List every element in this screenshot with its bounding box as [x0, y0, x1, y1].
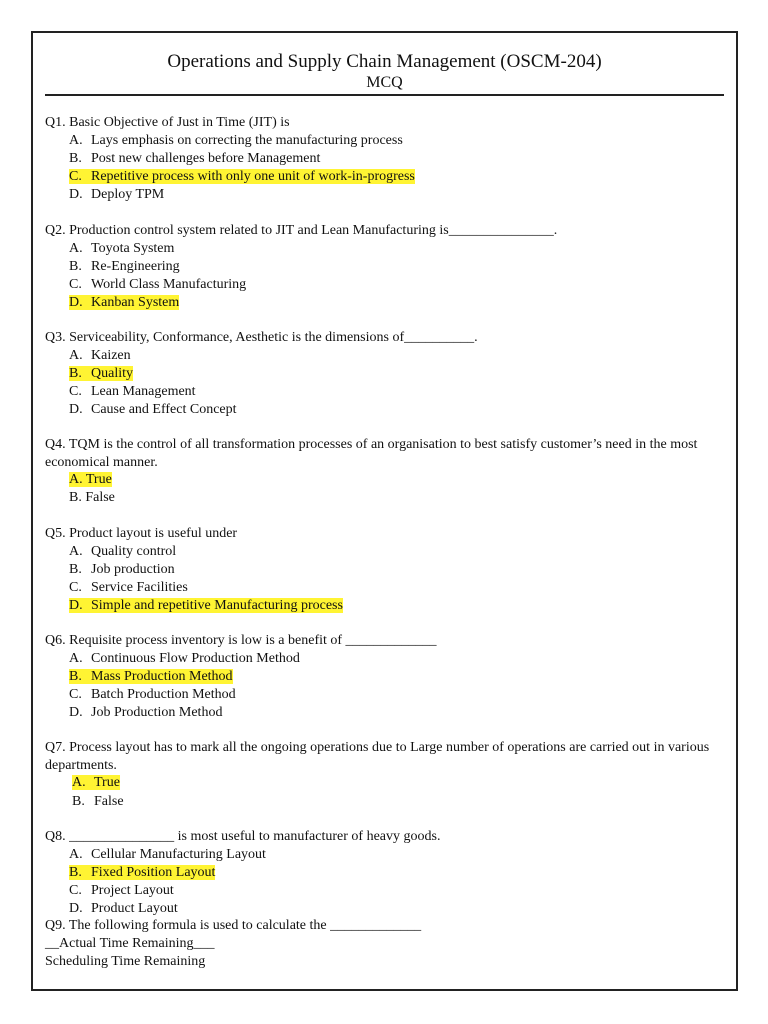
q3-option-d: [69, 401, 237, 419]
option-letter: A.: [69, 651, 83, 666]
question-7: Q7. Process layout has to mark all the ongoing operations due to Large number of operations are carried out in various departments.: [45, 740, 710, 773]
option-letter: A.: [69, 544, 83, 559]
option-letter: D.: [69, 187, 83, 202]
q6-option-b: [69, 668, 233, 686]
option-letter: A.: [69, 348, 83, 363]
option-letter: C.: [69, 277, 82, 292]
option-letter: A.: [69, 133, 83, 148]
option-text: Kanban System: [91, 295, 180, 310]
q6-option-c: [69, 686, 236, 704]
document-page: [31, 31, 738, 991]
option-letter: C.: [69, 883, 82, 898]
option-text: Batch Production Method: [91, 687, 236, 702]
option-text: Repetitive process with only one unit of work-in-progress: [91, 169, 415, 184]
option-letter: B.: [69, 865, 82, 880]
option-text: Fixed Position Layout: [91, 865, 216, 880]
option-letter: C.: [69, 687, 82, 702]
option-text: Job production: [91, 562, 175, 577]
formula-denominator: Scheduling Time Remaining: [45, 954, 206, 969]
q6-option-d: [69, 704, 222, 722]
option-letter: A.: [69, 472, 83, 487]
title-rule: [45, 94, 724, 96]
option-text: Service Facilities: [91, 580, 188, 595]
option-text: Lean Management: [91, 384, 196, 399]
q1-option-d: [69, 186, 164, 204]
q7-option-a: [72, 774, 120, 792]
option-text: Deploy TPM: [91, 187, 165, 202]
option-letter: C.: [69, 384, 82, 399]
q2-option-b: [69, 258, 180, 276]
q7-option-b: [72, 793, 124, 811]
q8-option-c: [69, 882, 174, 900]
document-title: Operations and Supply Chain Management (OSCM-204): [167, 51, 602, 72]
highlighted-answer: [69, 598, 343, 613]
q2-option-a: [69, 240, 174, 258]
q8-option-d: [69, 900, 178, 918]
question-4: Q4. TQM is the control of all transformation processes of an organisation to best satisfy customer’s need in the most economical manner.: [45, 437, 698, 470]
q2-option-d: [69, 294, 179, 312]
q5-option-d: [69, 597, 343, 615]
question-8: Q8. _______________ is most useful to manufacturer of heavy goods.: [45, 829, 441, 844]
question-6: Q6. Requisite process inventory is low is a benefit of _____________: [45, 633, 437, 648]
option-text: Project Layout: [91, 883, 174, 898]
question-3: Q3. Serviceability, Conformance, Aesthetic is the dimensions of__________.: [45, 330, 478, 345]
option-text: False: [85, 490, 115, 505]
q6-option-a: [69, 650, 300, 668]
question-1: Q1. Basic Objective of Just in Time (JIT) is: [45, 115, 290, 130]
q5-option-a: [69, 543, 176, 561]
option-letter: C.: [69, 580, 82, 595]
q1-option-b: [69, 150, 320, 168]
option-text: Post new challenges before Management: [91, 151, 321, 166]
option-letter: A.: [69, 241, 83, 256]
highlighted-answer: [69, 295, 179, 310]
q3-option-a: [69, 347, 131, 365]
option-text: Cellular Manufacturing Layout: [91, 847, 266, 862]
option-text: Toyota System: [91, 241, 175, 256]
option-text: Simple and repetitive Manufacturing process: [91, 598, 343, 613]
option-text: True: [85, 472, 112, 487]
option-text: Job Production Method: [91, 705, 223, 720]
option-letter: B.: [72, 794, 85, 809]
option-text: Kaizen: [91, 348, 131, 363]
option-letter: D.: [69, 901, 83, 916]
option-text: Re-Engineering: [91, 259, 180, 274]
option-text: Cause and Effect Concept: [91, 402, 237, 417]
option-letter: B.: [69, 669, 82, 684]
q1-option-c: [69, 168, 415, 186]
option-text: Continuous Flow Production Method: [91, 651, 300, 666]
option-text: Lays emphasis on correcting the manufacturing process: [91, 133, 403, 148]
option-text: Quality control: [91, 544, 177, 559]
option-letter: B.: [69, 366, 82, 381]
option-letter: D.: [69, 598, 83, 613]
q3-option-c: [69, 383, 196, 401]
option-text: True: [94, 775, 120, 790]
option-letter: B.: [69, 151, 82, 166]
highlighted-answer: [69, 669, 233, 684]
highlighted-answer: [69, 865, 215, 880]
q1-option-a: [69, 132, 403, 150]
highlighted-answer: [69, 366, 133, 381]
option-text: Quality: [91, 366, 133, 381]
option-letter: B.: [69, 259, 82, 274]
option-letter: B.: [69, 490, 82, 505]
q5-option-c: [69, 579, 188, 597]
q8-option-b: [69, 864, 215, 882]
option-text: False: [94, 794, 124, 809]
question-2: Q2. Production control system related to JIT and Lean Manufacturing is_______________.: [45, 223, 558, 238]
option-letter: D.: [69, 402, 83, 417]
q5-option-b: [69, 561, 175, 579]
highlighted-answer: [72, 775, 120, 790]
option-text: Product Layout: [91, 901, 178, 916]
option-letter: D.: [69, 705, 83, 720]
option-letter: B.: [69, 562, 82, 577]
q8-option-a: [69, 846, 266, 864]
formula-numerator: __Actual Time Remaining___: [45, 936, 215, 951]
q3-option-b: [69, 365, 133, 383]
q4-option-a: [69, 471, 112, 489]
question-9: Q9. The following formula is used to calculate the _____________: [45, 918, 422, 933]
option-text: World Class Manufacturing: [91, 277, 247, 292]
option-letter: A.: [72, 775, 86, 790]
option-letter: D.: [69, 295, 83, 310]
option-letter: A.: [69, 847, 83, 862]
highlighted-answer: [69, 169, 415, 184]
question-5: Q5. Product layout is useful under: [45, 526, 238, 541]
option-text: Mass Production Method: [91, 669, 233, 684]
option-letter: C.: [69, 169, 82, 184]
q4-option-b: [69, 489, 115, 507]
q2-option-c: [69, 276, 246, 294]
document-subtitle: MCQ: [366, 74, 403, 91]
highlighted-answer: [69, 472, 112, 487]
